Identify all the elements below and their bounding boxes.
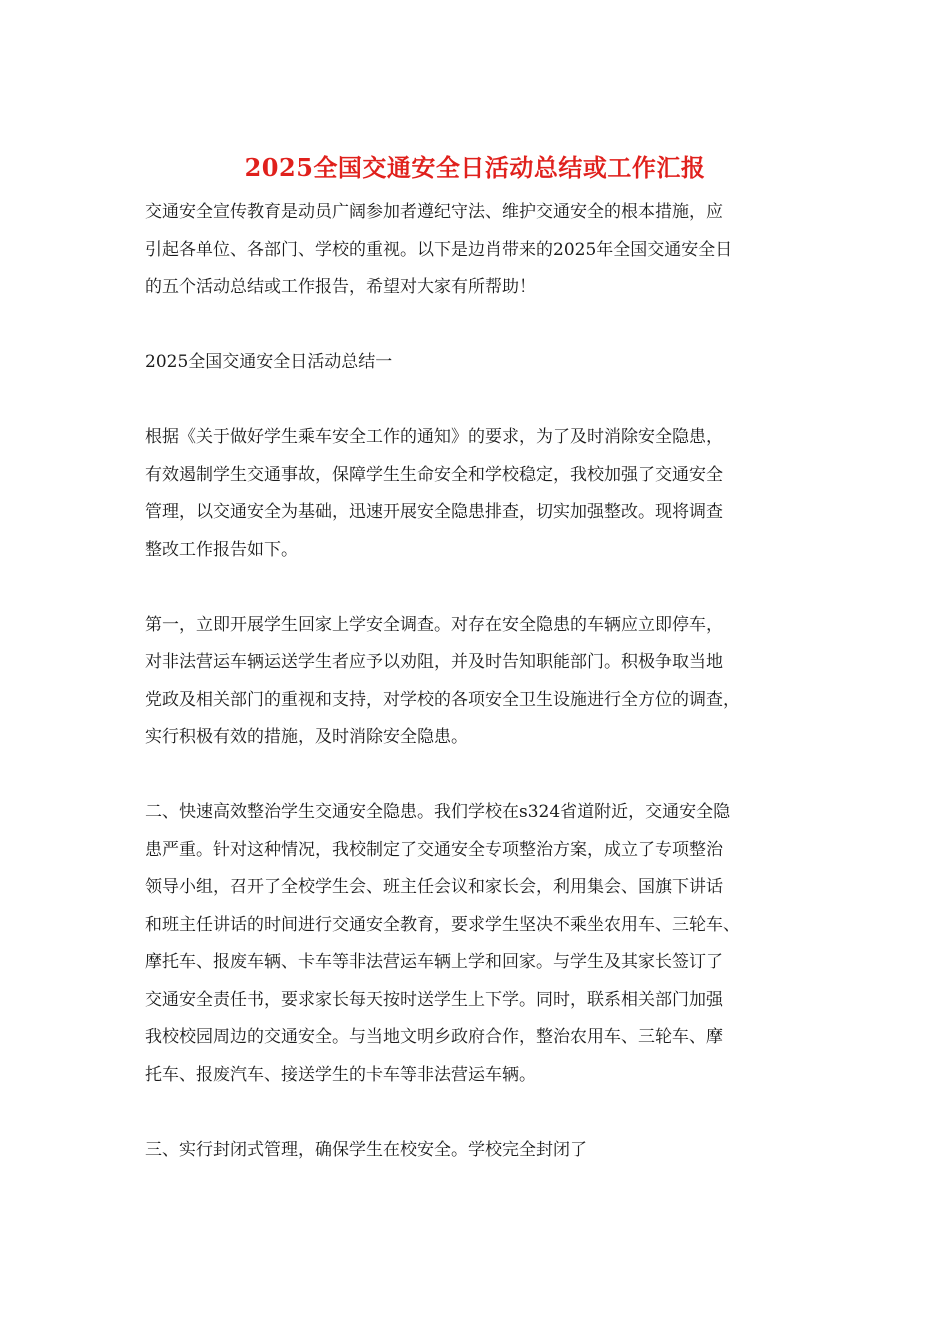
paragraph-line: 交通安全责任书，要求家长每天按时送学生上下学。同时，联系相关部门加强 [145, 989, 723, 1010]
paragraph-line: 第一，立即开展学生回家上学安全调查。对存在安全隐患的车辆应立即停车， [145, 614, 723, 635]
paragraph-line: 引起各单位、各部门、学校的重视。以下是边肖带来的2025年全国交通安全日 [145, 239, 733, 260]
paragraph-spacer [145, 382, 815, 420]
paragraph-line: 2025全国交通安全日活动总结一 [145, 352, 393, 372]
paragraph [145, 1132, 815, 1170]
paragraph-line: 整改工作报告如下。 [145, 539, 298, 560]
paragraph-line: 摩托车、报废车辆、卡车等非法营运车辆上学和回家。与学生及其家长签订了 [145, 952, 723, 972]
paragraph-line: 根据《关于做好学生乘车安全工作的通知》的要求，为了及时消除安全隐患， [145, 427, 723, 447]
paragraph-line: 我校校园周边的交通安全。与当地文明乡政府合作，整治农用车、三轮车、摩 [145, 1027, 723, 1047]
paragraph [145, 419, 815, 569]
paragraph-spacer [145, 757, 815, 795]
paragraph-line: 实行积极有效的措施，及时消除安全隐患。 [145, 727, 468, 747]
paragraph-line: 患严重。针对这种情况，我校制定了交通安全专项整治方案，成立了专项整治 [145, 839, 723, 860]
document-title: 2025全国交通安全日活动总结或工作汇报 [244, 153, 706, 182]
paragraph-spacer [145, 569, 815, 607]
paragraph [145, 607, 815, 757]
paragraph [145, 794, 815, 1094]
paragraph-line: 党政及相关部门的重视和支持，对学校的各项安全卫生设施进行全方位的调查， [145, 689, 740, 710]
paragraph-line: 领导小组，召开了全校学生会、班主任会议和家长会，利用集会、国旗下讲话 [145, 877, 723, 897]
paragraph [145, 194, 815, 307]
paragraph-line: 对非法营运车辆运送学生者应予以劝阻，并及时告知职能部门。积极争取当地 [145, 652, 723, 672]
paragraph-line: 管理，以交通安全为基础，迅速开展安全隐患排查，切实加强整改。现将调查 [145, 502, 723, 522]
paragraph-line: 三、实行封闭式管理，确保学生在校安全。学校完全封闭了 [145, 1139, 587, 1160]
paragraph-line: 交通安全宣传教育是动员广阔参加者遵纪守法、维护交通安全的根本措施，应 [145, 202, 723, 222]
paragraph-spacer [145, 1094, 815, 1132]
paragraph-line: 托车、报废汽车、接送学生的卡车等非法营运车辆。 [145, 1064, 536, 1085]
paragraph-line: 和班主任讲话的时间进行交通安全教育，要求学生坚决不乘坐农用车、三轮车、 [145, 914, 740, 935]
paragraph-spacer [145, 307, 815, 345]
paragraph-line: 有效遏制学生交通事故，保障学生生命安全和学校稳定，我校加强了交通安全 [145, 464, 723, 485]
paragraph-line: 的五个活动总结或工作报告，希望对大家有所帮助！ [145, 277, 536, 297]
paragraph-line: 二、快速高效整治学生交通安全隐患。我们学校在s324省道附近，交通安全隐 [145, 802, 731, 822]
document-body [145, 194, 815, 1169]
paragraph [145, 344, 815, 382]
